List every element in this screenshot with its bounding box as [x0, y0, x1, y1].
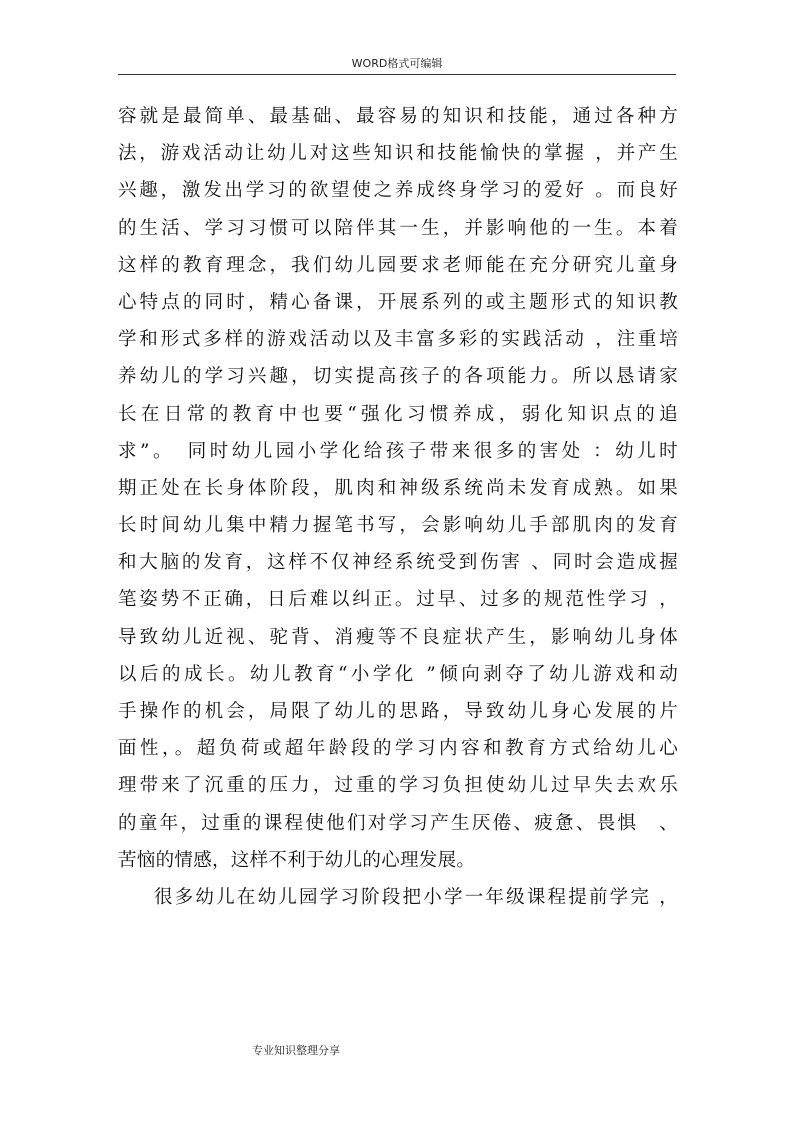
header-text: WORD格式可编辑	[351, 57, 443, 70]
body-line: 养幼儿的学习兴趣，切实提高孩子的各项能力。所以恳请家	[118, 366, 678, 388]
body-line: 兴趣，激发出学习的欲望使之养成终身学习的爱好 。而良好	[118, 180, 678, 202]
body-line: 理带来了沉重的压力，过重的学习负担使幼儿过早失去欢乐	[118, 775, 678, 797]
body-line: 长时间幼儿集中精力握笔书写，会影响幼儿手部肌肉的发育	[118, 515, 678, 537]
body-line: 和大脑的发育，这样不仅神经系统受到伤害 、同时会造成握	[118, 552, 678, 574]
body-line: 法，游戏活动让幼儿对这些知识和技能愉快的掌握 ，并产生	[118, 143, 678, 165]
paragraph-end-line: 苦恼的情感，这样不利于幼儿的心理发展。	[118, 849, 476, 871]
body-line: 手操作的机会，局限了幼儿的思路，导致幼儿身心发展的片	[118, 701, 678, 722]
body-line: 长在日常的教育中也要“强化习惯养成，弱化知识点的追	[118, 403, 678, 425]
body-line: 这样的教育理念，我们幼儿园要求老师能在充分研究儿童身	[118, 254, 678, 276]
body-line: 以后的成长。幼儿教育“小学化 ”倾向剥夺了幼儿游戏和动	[118, 663, 678, 685]
body-line: 求”。 同时幼儿园小学化给孩子带来很多的害处 ：幼儿时	[118, 440, 678, 462]
body-line: 容就是最简单、最基础、最容易的知识和技能，通过各种方	[118, 106, 678, 127]
body-line: 面性，。超负荷或超年龄段的学习内容和教育方式给幼儿心	[118, 738, 678, 760]
body-line: 笔姿势不正确，日后难以纠正。过早、过多的规范性学习 ，	[118, 589, 678, 611]
body-line: 期正处在长身体阶段，肌肉和神级系统尚未发育成熟。如果	[118, 477, 678, 499]
paragraph-start-line: 很多幼儿在幼儿园学习阶段把小学一年级课程提前学完 ，	[154, 886, 678, 908]
body-line: 学和形式多样的游戏活动以及丰富多彩的实践活动 ，注重培	[118, 329, 678, 351]
body-line: 的童年，过重的课程使他们对学习产生厌倦、疲惫、畏惧 、	[118, 812, 678, 834]
body-line: 导致幼儿近视、驼背、消瘦等不良症状产生，影响幼儿身体	[118, 626, 678, 648]
body-line: 心特点的同时，精心备课，开展系列的或主题形式的知识教	[118, 291, 678, 313]
body-line: 的生活、学习习惯可以陪伴其一生，并影响他的一生。本着	[118, 217, 678, 239]
page-footer: 专业知识整理分享	[252, 1044, 340, 1057]
page-header	[118, 56, 676, 75]
document-body	[118, 98, 678, 916]
